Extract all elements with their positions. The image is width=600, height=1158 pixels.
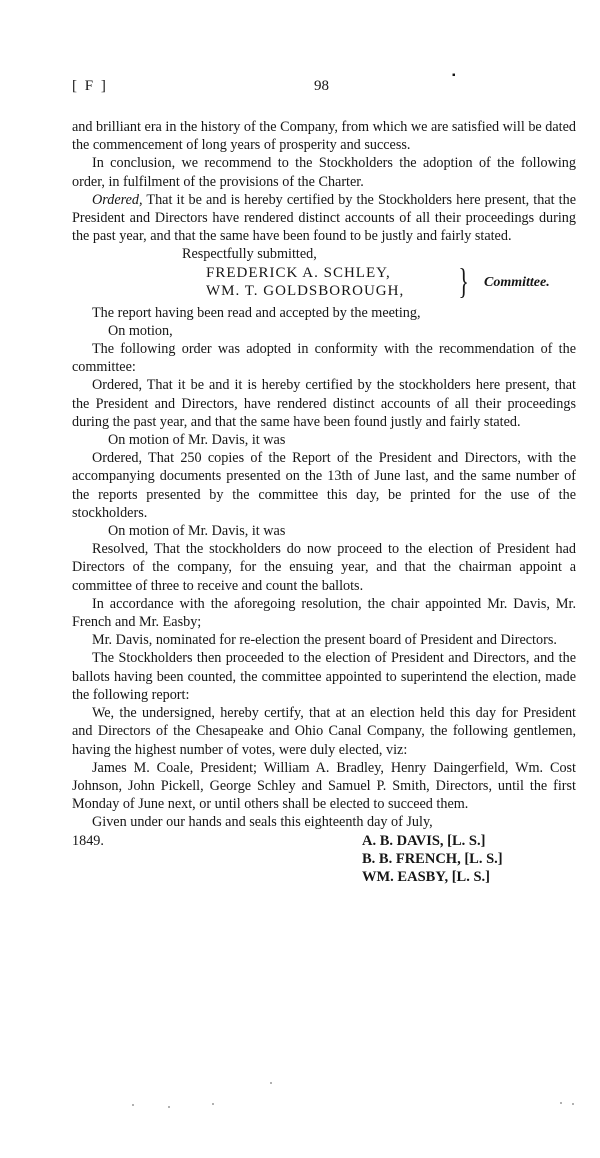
print-speck bbox=[132, 1104, 134, 1106]
brace-icon: } bbox=[458, 260, 469, 301]
paragraph: Given under our hands and seals this eighteenth day of July, bbox=[92, 814, 433, 831]
page-number: 98 bbox=[314, 78, 329, 94]
paragraph: We, the undersigned, hereby certify, that at an election held this day for President and Directors of the Chesapeake and Ohio Canal Company, the following gentlemen, having the highest number of votes, were duly elected, viz: bbox=[72, 705, 576, 758]
page-body bbox=[72, 118, 576, 886]
print-speck bbox=[270, 1082, 272, 1084]
paragraph: The following order was adopted in conformity with the recommendation of the committee: bbox=[72, 341, 576, 376]
print-speck bbox=[212, 1103, 214, 1105]
print-speck bbox=[572, 1103, 574, 1105]
paragraph: The report having been read and accepted by the meeting, bbox=[92, 304, 421, 321]
committee-label: Committee. bbox=[484, 274, 550, 290]
print-speck bbox=[560, 1102, 562, 1104]
motion-line: On motion of Mr. Davis, it was bbox=[108, 432, 286, 449]
paragraph: The Stockholders then proceeded to the election of President and Directors, and the ballots having been counted, the committee appointed to superintend the election, made the following report: bbox=[72, 650, 576, 703]
paragraph: Resolved, That the stockholders do now proceed to the election of President had Directors of the company, for the ensuing year, and that the chairman appoint a committee of three to receive and count the ballots. bbox=[72, 541, 576, 594]
respectfully-submitted: Respectfully submitted, bbox=[182, 246, 317, 263]
signer: A. B. DAVIS, [L. S.] bbox=[362, 832, 486, 849]
year: 1849. bbox=[72, 832, 104, 849]
print-speck bbox=[168, 1106, 170, 1108]
ordered-lead: Ordered, bbox=[92, 191, 143, 208]
signer: B. B. FRENCH, [L. S.] bbox=[362, 850, 503, 867]
ordered-text: That it be and is hereby certified by the Stockholders here present, that the President and Directors have rendered distinct accounts of all their proceedings during the past year, and that the same have been found to be justly and fairly stated. bbox=[72, 191, 576, 245]
committee-member: WM. T. GOLDSBOROUGH, bbox=[206, 282, 405, 299]
paragraph: Mr. Davis, nominated for re-election the present board of President and Directors. bbox=[92, 632, 557, 649]
committee-names bbox=[206, 264, 404, 300]
section-mark: [ F ] bbox=[72, 78, 108, 94]
paragraph: and brilliant era in the history of the Company, from which we are satisfied will be dated the commencement of long years of prosperity and success. bbox=[72, 119, 576, 154]
paragraph: Ordered, That it be and it is hereby certified by the stockholders here present, that the President and Directors, have rendered distinct accounts of all their proceedings during the past year, and that the same have been found justly and fairly stated. bbox=[72, 377, 576, 430]
paragraph: James M. Coale, President; William A. Bradley, Henry Daingerfield, Wm. Cost Johnson, John Pickell, George Schley and Samuel P. Smith, Directors, until the first Monday of June next, or until others shall be elected to succeed them. bbox=[72, 759, 576, 813]
motion-line: On motion of Mr. Davis, it was bbox=[108, 523, 286, 540]
print-mark: ▪ bbox=[452, 70, 456, 81]
paragraph: In conclusion, we recommend to the Stockholders the adoption of the following order, in fulfilment of the provisions of the Charter. bbox=[72, 155, 576, 190]
motion-line: On motion, bbox=[108, 322, 173, 339]
election-signers bbox=[362, 832, 576, 886]
paragraph: In accordance with the aforegoing resolution, the chair appointed Mr. Davis, Mr. French and Mr. Easby; bbox=[72, 595, 576, 631]
committee-member: FREDERICK A. SCHLEY, bbox=[206, 264, 391, 281]
paragraph: Ordered, That 250 copies of the Report of the President and Directors, with the accompanying documents presented on the 13th of June last, and the same number of the reports presented by the committee this day, be printed for the use of the stockholders. bbox=[72, 450, 576, 521]
committee-signatures bbox=[72, 260, 576, 304]
paragraph bbox=[72, 191, 576, 246]
date-and-signatures bbox=[72, 832, 576, 886]
signer: WM. EASBY, [L. S.] bbox=[362, 868, 490, 885]
